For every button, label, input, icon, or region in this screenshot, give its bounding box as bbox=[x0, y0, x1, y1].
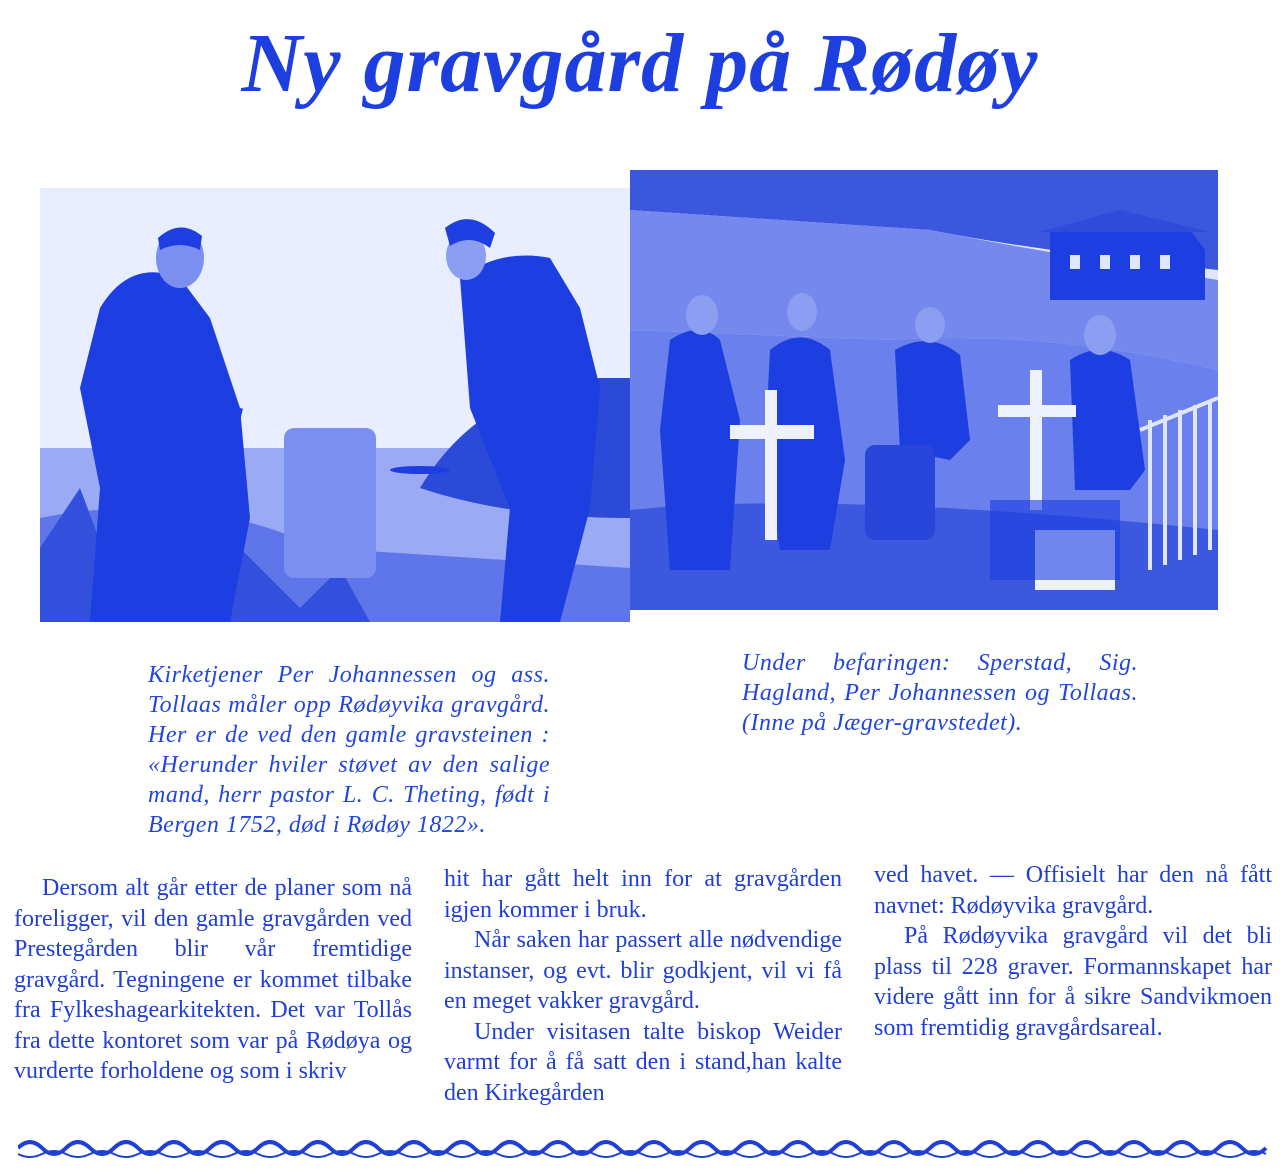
headline: Ny gravgård på Rødøy bbox=[241, 17, 1039, 110]
paragraph: Under visitasen talte biskop Weider varmt for å få satt den i stand,han kalte den Kirkegården bbox=[444, 1018, 842, 1106]
photo-two-men-gravestone-icon bbox=[40, 188, 630, 622]
paragraph: ved havet. — Offisielt har den nå fått navnet: Rødøyvika gravgård. bbox=[874, 862, 1272, 919]
article-column-1 bbox=[14, 873, 412, 1087]
photo-left bbox=[40, 188, 630, 622]
article-column-2 bbox=[444, 864, 842, 1108]
photo-right bbox=[630, 170, 1218, 610]
paragraph: På Rødøyvika gravgård vil det bli plass til 228 graver. Formannskapet har videre gått inn for å sikre Sandvikmoen som fremtidig gravgårdsareal. bbox=[874, 923, 1272, 1041]
paragraph: Når saken har passert alle nødvendige instanser, og evt. blir godkjent, vil vi få en meget vakker gravgård. bbox=[444, 927, 842, 1014]
caption-left: Kirketjener Per Johannessen og ass. Tollaas måler opp Rødøyvika gravgård. Her er de ved den gamle gravsteinen : «Herunder hviler støvet av den salige mand, herr pastor L. C. Theting, født i Bergen 1752, død i Rødøy 1822». bbox=[148, 662, 550, 838]
caption-right: Under befaringen: Sperstad, Sig. Hagland, Per Johannessen og Tollaas. (Inne på Jæger-gravstedet). bbox=[742, 650, 1138, 736]
paragraph: hit har gått helt inn for at gravgården igjen kommer i bruk. bbox=[444, 866, 842, 923]
article-column-3 bbox=[874, 860, 1272, 1043]
paragraph: Dersom alt går etter de planer som nå foreligger, vil den gamle gravgården ved Prestegården blir vår fremtidige gravgård. Tegningene er kommet tilbake fra Fylkeshagearkitekten. Det var Tollås fra dette kontoret som var på Rødøya og vurderte forholdene og som i skriv bbox=[14, 875, 412, 1084]
wave-border-ornament-icon bbox=[18, 1134, 1268, 1162]
photo-four-men-graveyard-icon bbox=[630, 170, 1218, 610]
